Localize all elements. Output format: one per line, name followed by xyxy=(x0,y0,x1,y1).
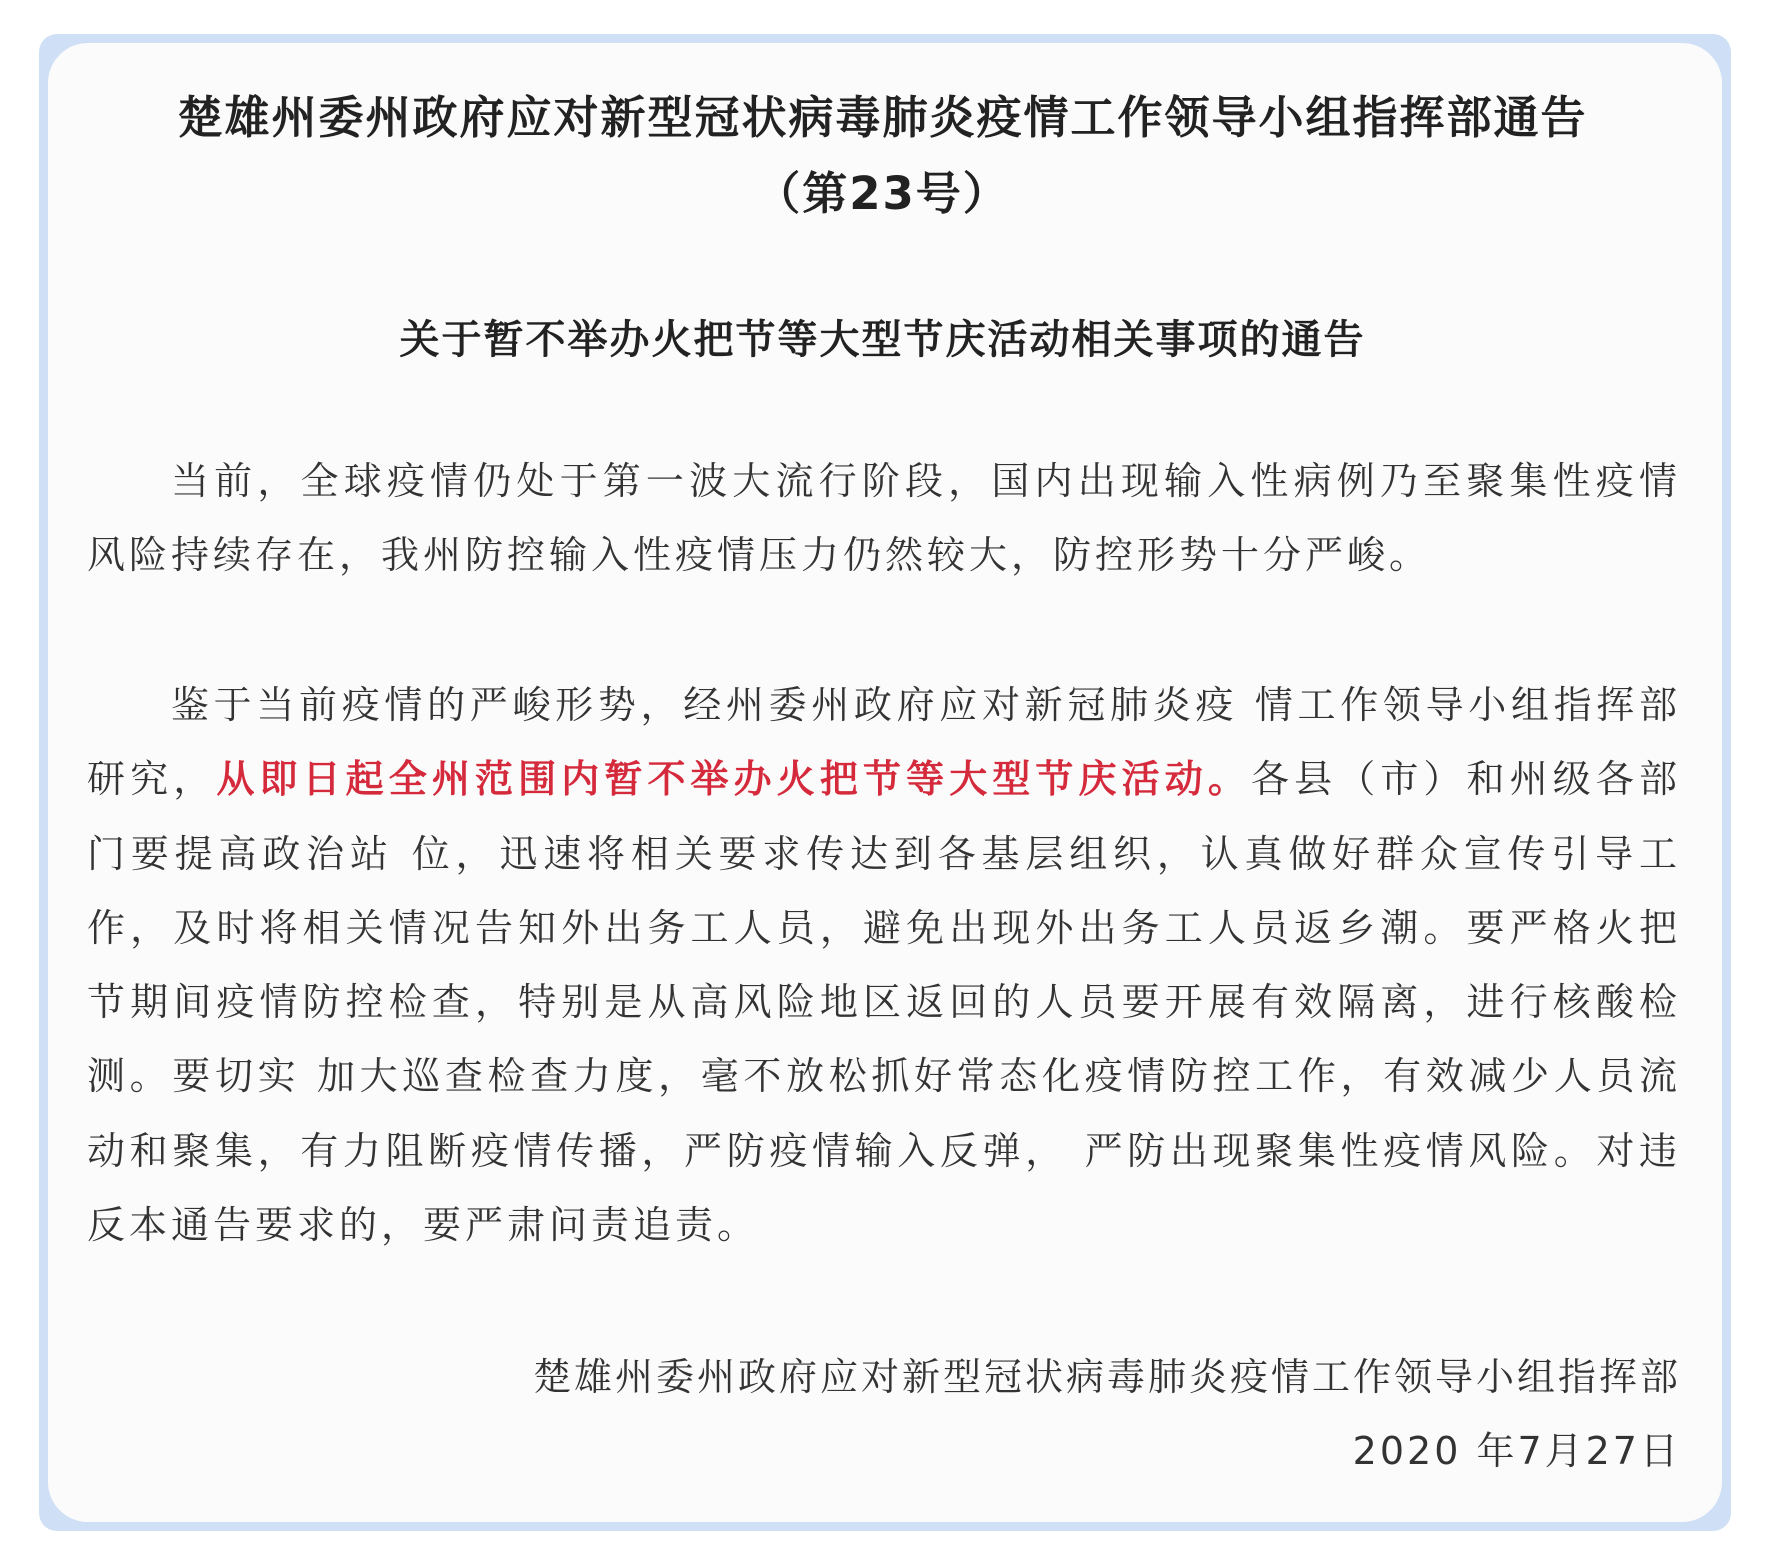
paragraph-1 xyxy=(87,444,1681,593)
paragraph-line: 节期间疫情防控检查，特别是从高风险地区返回的人员要开展有效隔离，进行核酸检 xyxy=(87,980,1681,1025)
paragraph-line: 门要提高政治站 位，迅速将相关要求传达到各基层组织，认真做好群众宣传引导工 xyxy=(87,831,1681,876)
line-text-before: 研究， xyxy=(87,757,217,802)
issuer-name: 楚雄州委州政府应对新型冠状病毒肺炎疫情工作领导小组指挥部 xyxy=(532,1355,1681,1399)
signature-block xyxy=(87,1340,1681,1488)
highlighted-announcement: 从即日起全州范围内暂不举办火把节等大型节庆活动。 xyxy=(216,757,1251,802)
line-text-after: 各县（市）和州级各部 xyxy=(1250,757,1681,802)
paragraph-2 xyxy=(87,668,1681,1262)
paragraph-line: 当前，全球疫情仍处于第一波大流行阶段，国内出现输入性病例乃至聚集性疫情 xyxy=(171,459,1681,503)
notice-subtitle: 关于暂不举办火把节等大型节庆活动相关事项的通告 xyxy=(399,317,1366,363)
paragraph-line: 鉴于当前疫情的严峻形势，经州委州政府应对新冠肺炎疫 情工作领导小组指挥部 xyxy=(171,683,1681,727)
paragraph-line: 测。要切实 加大巡查检查力度，毫不放松抓好常态化疫情防控工作，有效减少人员流 xyxy=(87,1054,1681,1099)
notice-title: 楚雄州委州政府应对新型冠状病毒肺炎疫情工作领导小组指挥部通告 xyxy=(177,91,1588,144)
paragraph-line-with-highlight xyxy=(87,742,1681,816)
issue-date: 2020 年7月27日 xyxy=(1352,1429,1681,1473)
paragraph-line: 作，及时将相关情况告知外出务工人员，避免出现外出务工人员返乡潮。要严格火把 xyxy=(87,905,1681,950)
paragraph-line: 反本通告要求的，要严肃问责追责。 xyxy=(87,1203,760,1248)
paragraph-line: 风险持续存在，我州防控输入性疫情压力仍然较大，防控形势十分严峻。 xyxy=(87,533,1432,578)
notice-number: （第23号） xyxy=(755,167,1010,220)
paragraph-line: 动和聚集，有力阻断疫情传播，严防疫情输入反弹， 严防出现聚集性疫情风险。对违 xyxy=(87,1128,1681,1173)
